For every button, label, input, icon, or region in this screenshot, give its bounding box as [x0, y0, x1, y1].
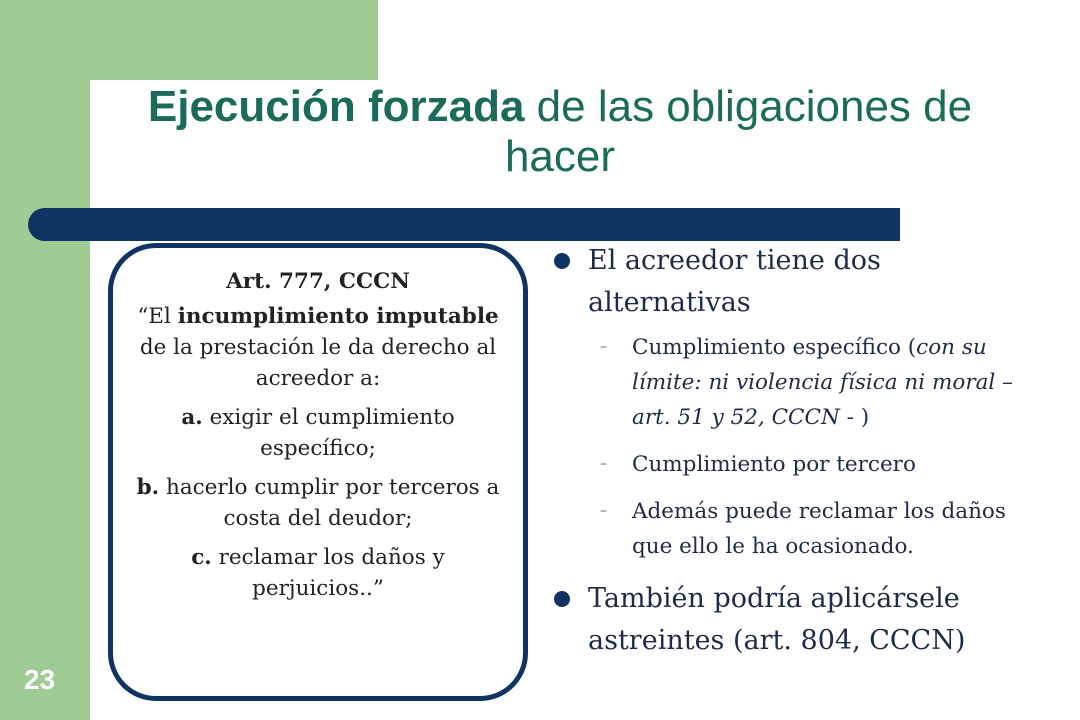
sub-item: – Además puede reclamar los daños que ello le ha ocasionado. — [552, 494, 1052, 564]
slide-title — [110, 82, 1010, 182]
article-quote-box — [108, 243, 528, 701]
title-rest: de las obligaciones de hacer — [504, 82, 973, 181]
bullet-item: El acreedor tiene dos alternativas — [552, 240, 1052, 324]
article-item-b: b. hacerlo cumplir por terceros a costa del deudor; — [136, 475, 500, 531]
title-divider-bar — [28, 208, 900, 241]
top-green-block — [0, 0, 378, 80]
bullet-list — [552, 240, 1052, 662]
title-bold: Ejecución forzada — [147, 82, 525, 131]
article-item-a: a. exigir el cumplimiento específico; — [181, 405, 455, 461]
left-green-band — [0, 0, 90, 720]
sub-item: – Cumplimiento específico (con su límite: ni violencia física ni moral – art. 51 y 52, CCCN - ) — [552, 330, 1052, 435]
dash-marker-icon: – — [600, 456, 607, 472]
article-quote: “El incumplimiento imputable de la prestación le da derecho al acreedor a: — [137, 304, 499, 391]
bullet-item: También podría aplicársele astreintes (art. 804, CCCN) — [552, 578, 1052, 662]
article-item-c: c. reclamar los daños y perjuicios..” — [191, 545, 445, 601]
article-heading: Art. 777, CCCN — [226, 269, 410, 294]
bullet-dot-icon — [554, 253, 570, 269]
dash-marker-icon: – — [600, 339, 607, 355]
dash-marker-icon: – — [600, 503, 607, 519]
slide-number: 23 — [24, 664, 56, 695]
sub-item: – Cumplimiento por tercero — [552, 447, 1052, 482]
bullet-dot-icon — [554, 591, 570, 607]
